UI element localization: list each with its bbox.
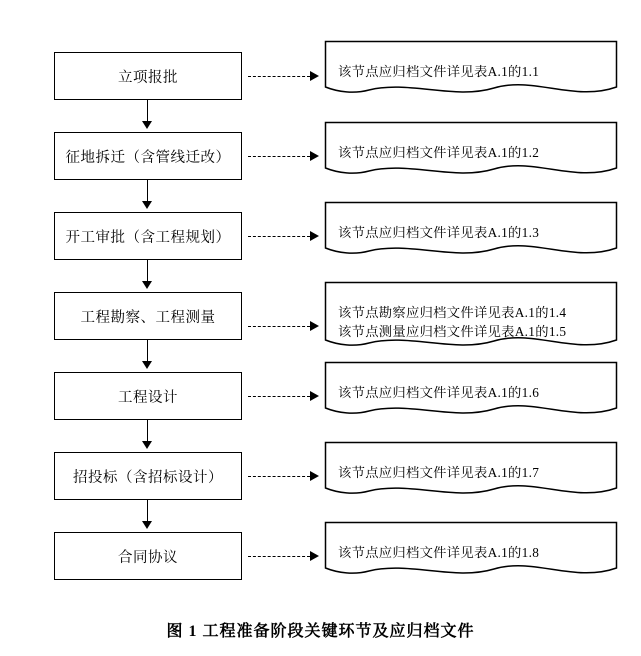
document-note-6-line-1: 该节点应归档文件详见表A.1的1.7 <box>338 465 540 480</box>
arrow-head-right-4 <box>310 321 319 331</box>
process-box-2[interactable] <box>54 132 242 180</box>
document-note-1-line-1: 该节点应归档文件详见表A.1的1.1 <box>338 64 540 79</box>
document-note-7-line-1: 该节点应归档文件详见表A.1的1.8 <box>338 545 540 560</box>
arrow-head-right-2 <box>310 151 319 161</box>
process-box-4-label: 工程勘察、工程测量 <box>80 309 216 326</box>
dashed-connector-4 <box>248 326 310 327</box>
vertical-connector-6 <box>147 500 148 522</box>
arrow-head-right-3 <box>310 231 319 241</box>
process-box-6[interactable] <box>54 452 242 500</box>
document-note-4-line-1: 该节点勘察应归档文件详见表A.1的1.4 <box>338 305 567 320</box>
arrow-head-down-5 <box>142 441 152 449</box>
process-box-4[interactable] <box>54 292 242 340</box>
document-note-3-line-1: 该节点应归档文件详见表A.1的1.3 <box>338 225 540 240</box>
arrow-head-down-6 <box>142 521 152 529</box>
process-box-5-label: 工程设计 <box>118 389 178 406</box>
arrow-head-right-1 <box>310 71 319 81</box>
arrow-head-right-7 <box>310 551 319 561</box>
process-box-7-label: 合同协议 <box>118 549 178 566</box>
document-note-6 <box>338 463 539 482</box>
arrow-head-down-3 <box>142 281 152 289</box>
dashed-connector-5 <box>248 396 310 397</box>
process-box-6-label: 招投标（含招标设计） <box>73 469 223 486</box>
process-box-1-label: 立项报批 <box>118 69 178 86</box>
process-box-2-label: 征地拆迁（含管线迁改） <box>65 149 231 166</box>
document-note-4 <box>338 303 566 341</box>
document-note-2 <box>338 143 539 162</box>
process-box-3[interactable] <box>54 212 242 260</box>
document-note-1 <box>338 62 539 81</box>
vertical-connector-4 <box>147 340 148 362</box>
dashed-connector-1 <box>248 76 310 77</box>
arrow-head-right-5 <box>310 391 319 401</box>
figure-caption: 图 1 工程准备阶段关键环节及应归档文件 <box>166 623 475 640</box>
document-note-5-line-1: 该节点应归档文件详见表A.1的1.6 <box>338 385 540 400</box>
dashed-connector-2 <box>248 156 310 157</box>
process-box-5[interactable] <box>54 372 242 420</box>
process-box-7[interactable] <box>54 532 242 580</box>
vertical-connector-1 <box>147 100 148 122</box>
document-note-2-line-1: 该节点应归档文件详见表A.1的1.2 <box>338 145 540 160</box>
vertical-connector-5 <box>147 420 148 442</box>
document-note-7 <box>338 543 539 562</box>
document-note-4-line-2: 该节点测量应归档文件详见表A.1的1.5 <box>338 324 567 339</box>
dashed-connector-3 <box>248 236 310 237</box>
process-box-3-label: 开工审批（含工程规划） <box>65 229 231 246</box>
document-note-3 <box>338 223 539 242</box>
vertical-connector-2 <box>147 180 148 202</box>
arrow-head-right-6 <box>310 471 319 481</box>
arrow-head-down-1 <box>142 121 152 129</box>
arrow-head-down-2 <box>142 201 152 209</box>
dashed-connector-7 <box>248 556 310 557</box>
document-note-5 <box>338 383 539 402</box>
vertical-connector-3 <box>147 260 148 282</box>
dashed-connector-6 <box>248 476 310 477</box>
arrow-head-down-4 <box>142 361 152 369</box>
process-box-1[interactable] <box>54 52 242 100</box>
